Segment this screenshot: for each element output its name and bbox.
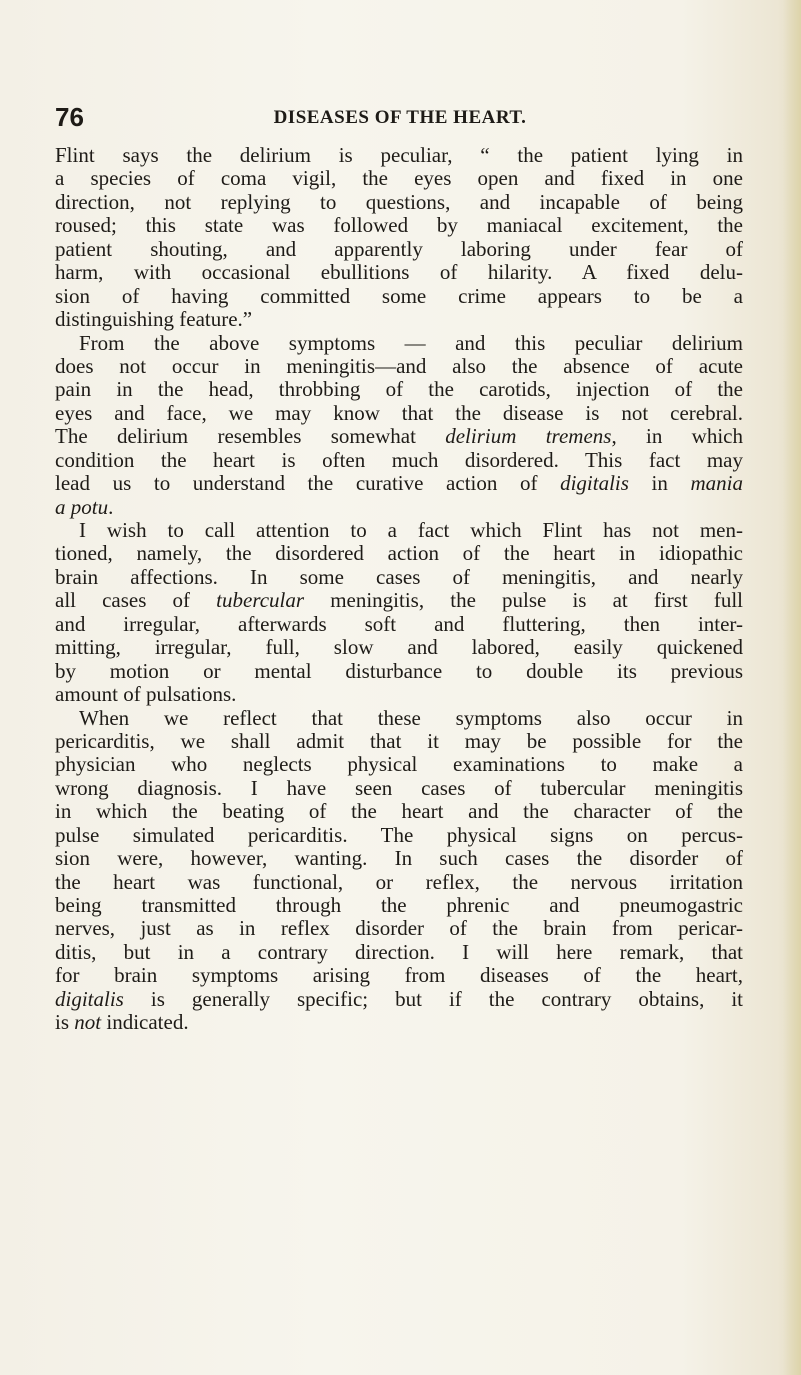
text-line: I wish to call attention to a fact which Flint has not men-: [79, 519, 743, 542]
text-line: amount of pulsations.: [55, 683, 237, 707]
text-line: tioned, namely, the disordered action of the heart in idiopathic: [55, 542, 743, 566]
text-line: pain in the head, throbbing of the carotids, injection of the: [55, 378, 743, 402]
text-line: eyes and face, we may know that the disease is not cerebral.: [55, 401, 743, 425]
text-line: pulse simulated pericarditis. The physical signs on percus-: [55, 823, 743, 847]
text-line: distinguishing feature.”: [55, 308, 253, 332]
text-line: The delirium resembles somewhat delirium tremens, in which: [55, 425, 743, 449]
text-line: by motion or mental disturbance to double its previous: [55, 659, 743, 683]
italic-term: mania: [690, 472, 743, 496]
italic-term: delirium tremens: [445, 425, 612, 449]
text-line: direction, not replying to questions, and incapable of being: [55, 190, 743, 214]
text-line: From the above symptoms — and this peculiar delirium: [79, 331, 743, 355]
italic-term: not: [74, 1011, 102, 1035]
text-line: brain affections. In some cases of meningitis, and nearly: [55, 565, 743, 589]
text-line: Flint says the delirium is peculiar, “ the patient lying in: [55, 144, 743, 167]
page-edge-shading: [783, 0, 801, 1375]
text-line: nerves, just as in reflex disorder of the brain from pericar-: [55, 917, 743, 941]
text-line: and irregular, afterwards soft and fluttering, then inter-: [55, 612, 743, 636]
text-line: condition the heart is often much disordered. This fact may: [55, 448, 743, 472]
italic-term: a potu: [55, 495, 109, 519]
text-line: does not occur in meningitis—and also the absence of acute: [55, 354, 743, 378]
text-line: harm, with occasional ebullitions of hilarity. A fixed delu-: [55, 261, 743, 285]
text-line: a species of coma vigil, the eyes open and fixed in one: [55, 167, 743, 191]
text-line: pericarditis, we shall admit that it may be possible for the: [55, 729, 743, 753]
text-line: lead us to understand the curative action of digitalis in mania: [55, 472, 743, 496]
text-line: ditis, but in a contrary direction. I will here remark, that: [55, 940, 743, 964]
running-head: DISEASES OF THE HEART.: [273, 107, 527, 128]
text-line: is not indicated.: [55, 1011, 189, 1035]
text-line: for brain symptoms arising from diseases of the heart,: [55, 964, 743, 988]
text-line: in which the beating of the heart and the character of the: [55, 800, 743, 824]
italic-term: digitalis: [55, 987, 124, 1011]
italic-term: digitalis: [560, 472, 629, 496]
text-line: wrong diagnosis. I have seen cases of tubercular meningitis: [55, 776, 743, 800]
text-line: physician who neglects physical examinations to make a: [55, 753, 743, 777]
text-line: When we reflect that these symptoms also occur in: [79, 706, 743, 730]
text-line: being transmitted through the phrenic and pneumogastric: [55, 894, 743, 917]
text-line: roused; this state was followed by maniacal excitement, the: [55, 214, 743, 238]
text-line: digitalis is generally specific; but if the contrary obtains, it: [55, 987, 743, 1011]
italic-term: tubercular: [216, 589, 305, 613]
text-line: sion of having committed some crime appears to be a: [55, 284, 743, 308]
body-text: [55, 144, 743, 1035]
page-header: [55, 100, 745, 134]
text-line: sion were, however, wanting. In such cases the disorder of: [55, 847, 743, 871]
text-line: the heart was functional, or reflex, the nervous irritation: [55, 870, 743, 894]
text-line: all cases of tubercular meningitis, the pulse is at first full: [55, 589, 743, 613]
text-line: patient shouting, and apparently laboring under fear of: [55, 237, 743, 261]
text-line: a potu.: [55, 495, 114, 519]
text-line: mitting, irregular, full, slow and labored, easily quickened: [55, 636, 743, 660]
page-number: 76: [55, 102, 84, 132]
